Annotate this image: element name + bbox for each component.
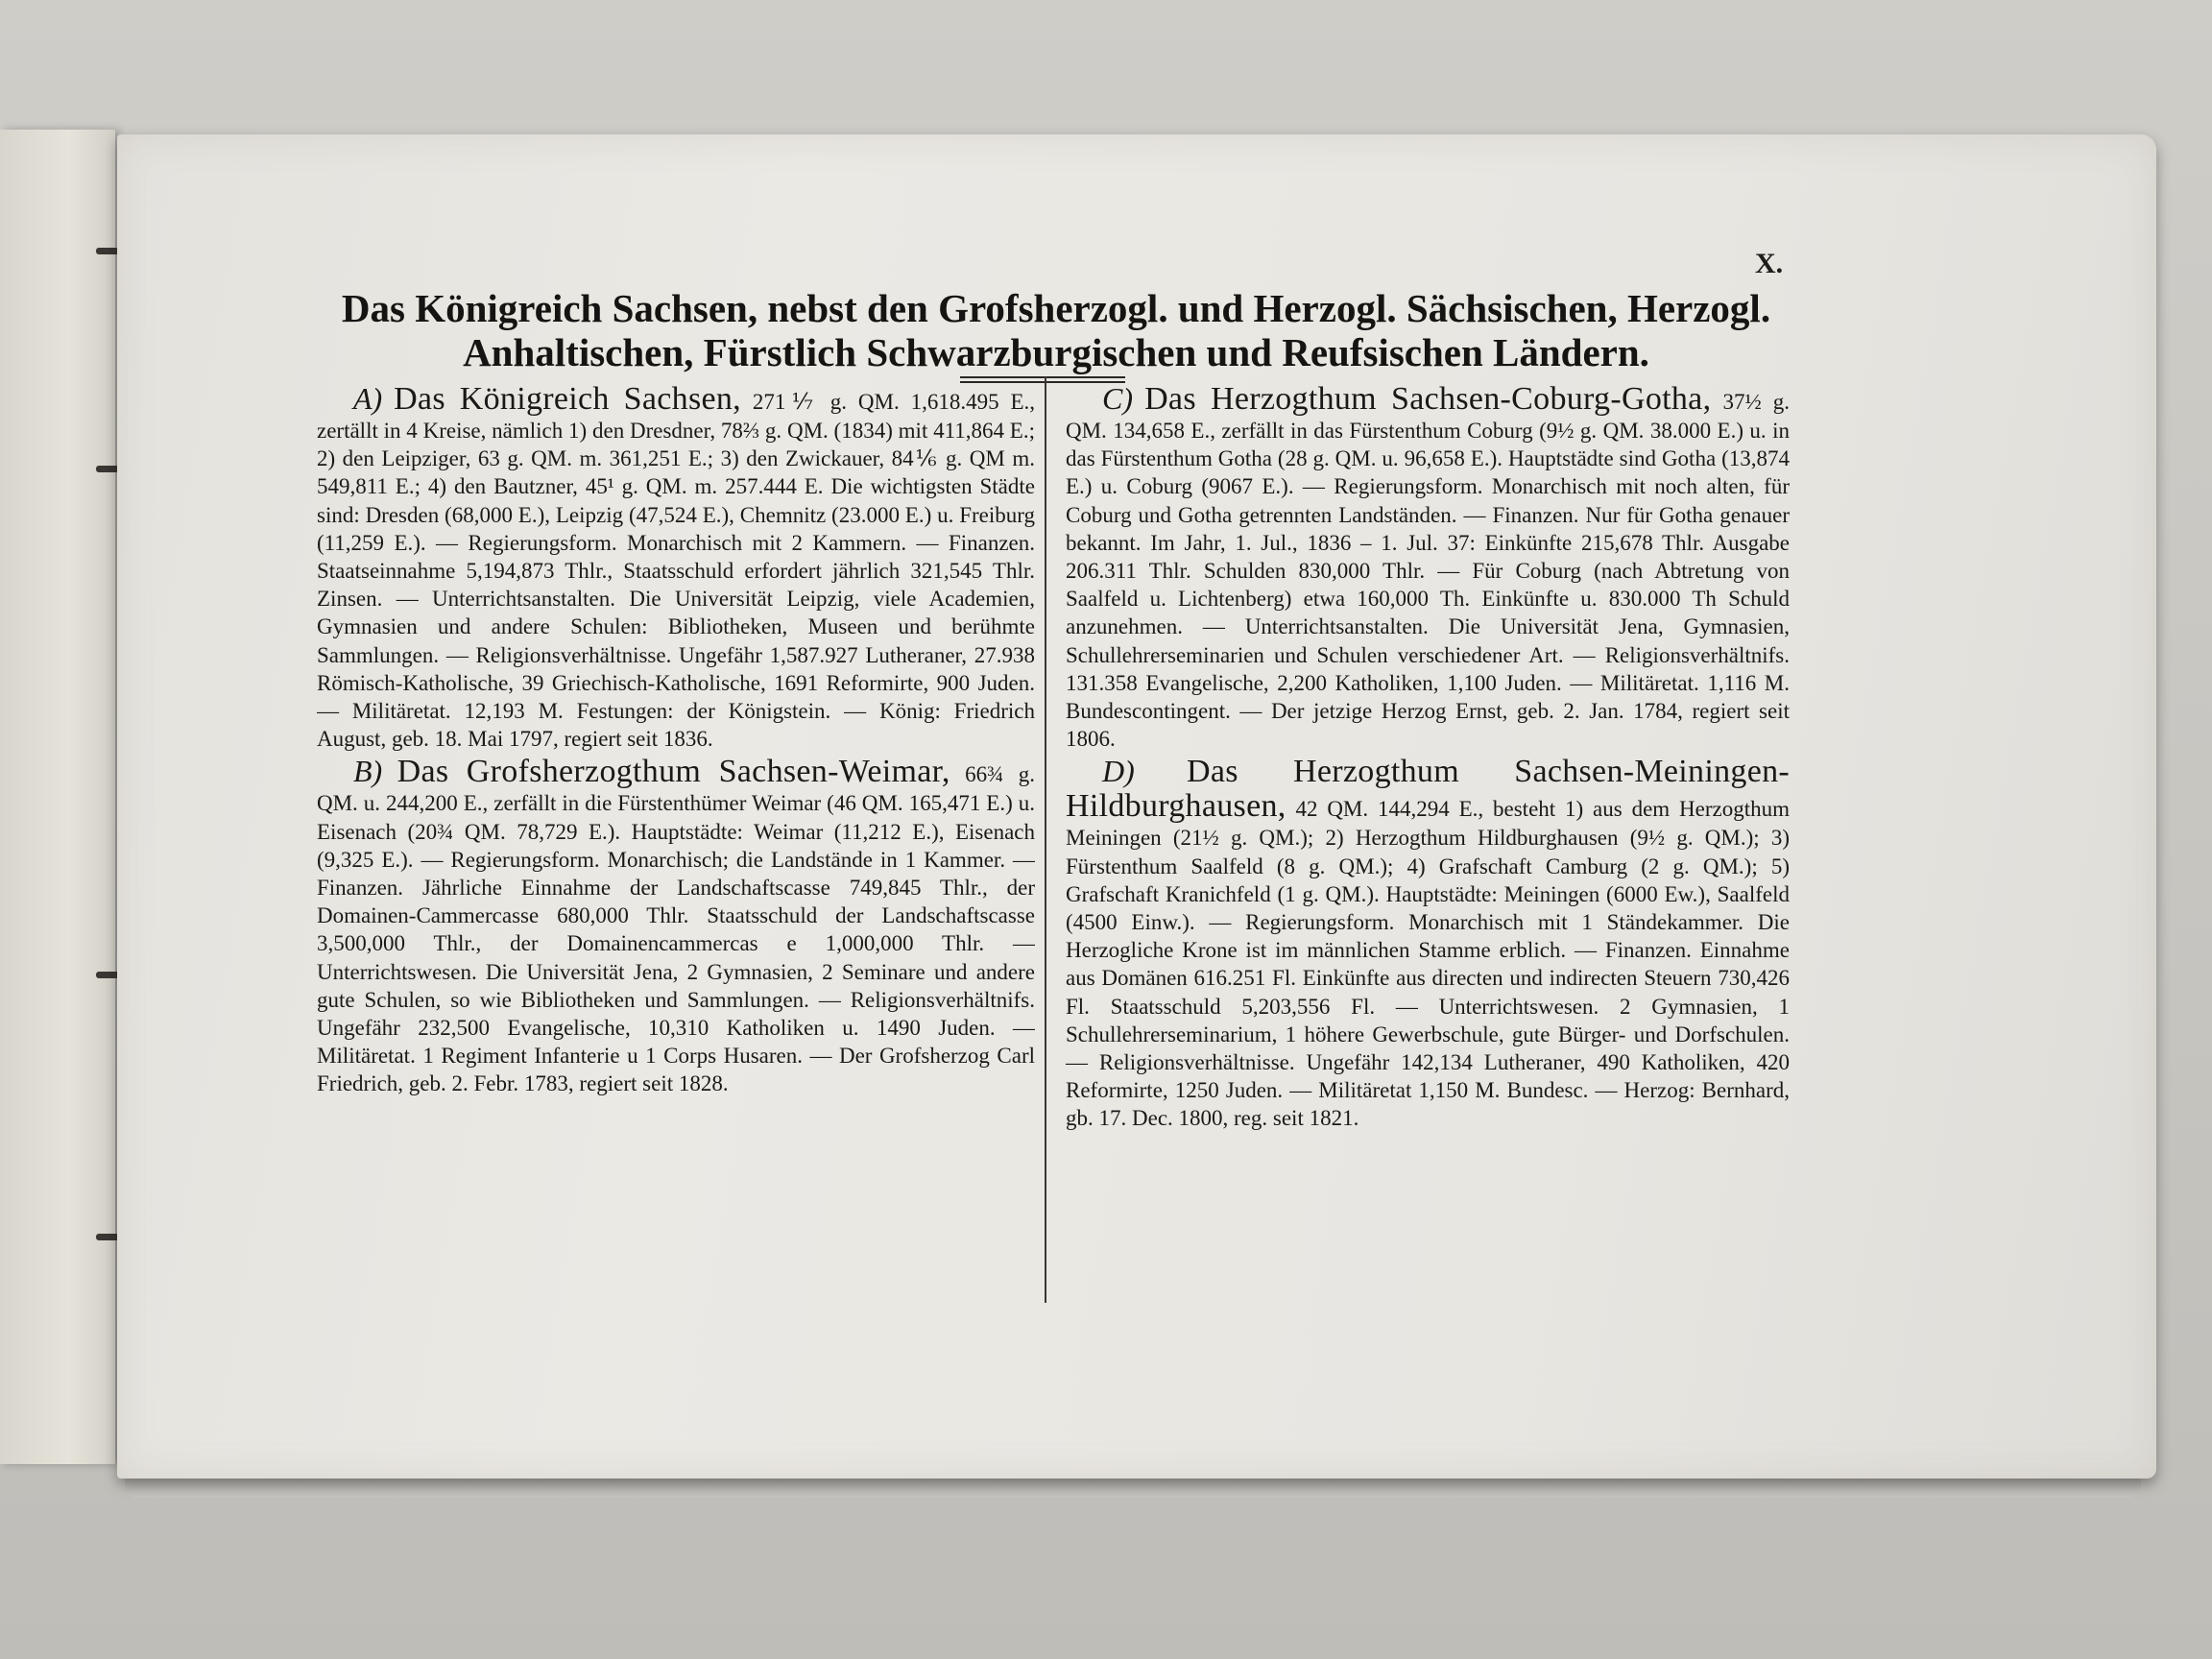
section-a-letter: A): [353, 382, 383, 416]
section-c-heading: Das Herzogthum Sachsen-Coburg-Gotha,: [1144, 382, 1712, 417]
section-b-heading: Das Grofsherzogthum Sachsen-Weimar,: [397, 754, 950, 790]
section-a: [317, 382, 1035, 753]
section-b-letter: B): [353, 754, 383, 789]
section-d: [1066, 755, 1790, 1132]
section-c-letter: C): [1102, 382, 1133, 416]
section-c: [1066, 382, 1790, 753]
title-line-1: Das Königreich Sachsen, nebst den Grofsherzogl. und Herzogl. Sächsischen, Herzogl.: [341, 286, 1771, 330]
left-page-edge: [0, 130, 115, 1464]
section-c-text: 37½ g. QM. 134,658 E., zerfällt in das Fürstenthum Coburg (9½ g. QM. 38.000 E.) u. in das Fürstenthum Gotha (28 g. QM. u. 96,658 E.). Hauptstädte sind Gotha (13,874 E.) u. Coburg (9067 E.). — Regierungsform. Monarchisch mit noch alten, für Coburg und Gotha getrennten Landständen. — Finanzen. Nur für Gotha genauer bekannt. Im Jahr, 1. Jul., 1836 – 1. Jul. 37: Einkünfte 215,678 Thlr. Ausgabe 206.311 Thlr. Schulden 830,000 Thlr. — Für Coburg (nach Abtretung von Saalfeld u. Lichtenberg) etwa 160,000 Th. Einkünfte u. 830.000 Th Schuld anzunehmen. — Unterrichtsanstalten. Die Universität Jena, Gymnasien, Schullehrerseminarien und Schulen verschiedener Art. — Religionsverhältnifs. 131.358 Evangelische, 2,200 Katholiken, 1,100 Juden. — Militäretat. 1,116 M. Bundescontingent. — Der jetzige Herzog Ernst, geb. 2. Jan. 1784, regiert seit 1806.: [1066, 390, 1790, 752]
right-column: [1066, 382, 1790, 1304]
title-line-2: Anhaltischen, Fürstlich Schwarzburgischen und Reufsischen Ländern.: [463, 330, 1649, 374]
section-a-text: 271⅐ g. QM. 1,618.495 E., zertällt in 4 Kreise, nämlich 1) den Dresdner, 78⅔ g. QM. (1834) mit 411,864 E.; 2) den Leipziger, 63 g. QM. m. 361,251 E.; 3) den Zwickauer, 84⅙ g. QM m. 549,811 E.; 4) den Bautzner, 45¹ g. QM. m. 257.444 E. Die wichtigsten Städte sind: Dresden (68,000 E.), Leipzig (47,524 E.), Chemnitz (23.000 E.) u. Freiburg (11,259 E.). — Regierungsform. Monarchisch mit 2 Kammern. — Finanzen. Staatseinnahme 5,194,873 Thlr., Staatsschuld erfordert jährlich 321,545 Thlr. Zinsen. — Unterrichtsanstalten. Die Universität Leipzig, viele Academien, Gymnasien und andere Schulen: Bibliotheken, Museen und berühmte Sammlungen. — Religionsverhältnisse. Ungefähr 1,587.927 Lutheraner, 27.938 Römisch-Katholische, 39 Griechisch-Katholische, 1691 Reformirte, 900 Juden. — Militäretat. 12,193 M. Festungen: der Königstein. — König: Friedrich August, geb. 18. Mai 1797, regiert seit 1836.: [317, 390, 1035, 752]
column-divider: [1045, 376, 1046, 1303]
page-number: X.: [1755, 248, 1784, 279]
section-d-text: 42 QM. 144,294 E., besteht 1) aus dem Herzogthum Meiningen (21½ g. QM.); 2) Herzogthum Hildburghausen (9½ g. QM.); 3) Fürstenthum Saalfeld (8 g. QM.); 4) Grafschaft Camburg (2 g. QM.); 5) Grafschaft Kranichfeld (1 g. QM.). Hauptstädte: Meiningen (6000 Ew.), Saalfeld (4500 Einw.). — Regierungsform. Monarchisch mit 1 Ständekammer. Die Herzogliche Krone ist im männlichen Stamme erblich. — Finanzen. Einnahme aus Domänen 616.251 Fl. Einkünfte aus directen und indirecten Steuern 730,426 Fl. Staatsschuld 5,203,556 Fl. — Unterrichtswesen. 2 Gymnasien, 1 Schullehrerseminarium, 1 höhere Gewerbschule, gute Bürger- und Dorfschulen. — Religionsverhältnisse. Ungefähr 142,134 Lutheraner, 490 Katholiken, 420 Reformirte, 1250 Juden. — Militäretat 1,150 M. Bundesc. — Herzog: Bernhard, gb. 17. Dec. 1800, reg. seit 1821.: [1066, 797, 1790, 1131]
section-b: [317, 755, 1035, 1097]
section-d-heading: Das Herzogthum Sachsen-Meiningen-Hildburghausen,: [1066, 754, 1790, 825]
page-title: [288, 286, 1824, 374]
section-d-letter: D): [1102, 754, 1135, 789]
left-column: [317, 382, 1035, 1304]
section-b-text: 66¾ g. QM. u. 244,200 E., zerfällt in die Fürstenthümer Weimar (46 QM. 165,471 E.) u. Eisenach (20¾ QM. 78,729 E.). Hauptstädte: Weimar (11,212 E.), Eisenach (9,325 E.). — Regierungsform. Monarchisch; die Landstände in 1 Kammer. — Finanzen. Jährliche Einnahme der Landschaftscasse 749,845 Thlr., der Domainen-Cammercasse 680,000 Thlr. Staatsschuld der Landschaftscasse 3,500,000 Thlr., der Domainencammercas e 1,000,000 Thlr. — Unterrichtswesen. Die Universität Jena, 2 Gymnasien, 2 Seminare und andere gute Schulen, so wie Bibliotheken und Sammlungen. — Religionsverhältnifs. Ungefähr 232,500 Evangelische, 10,310 Katholiken u. 1490 Juden. — Militäretat. 1 Regiment Infanterie u 1 Corps Husaren. — Der Grofsherzog Carl Friedrich, geb. 2. Febr. 1783, regiert seit 1828.: [317, 762, 1035, 1096]
section-a-heading: Das Königreich Sachsen,: [394, 382, 741, 417]
